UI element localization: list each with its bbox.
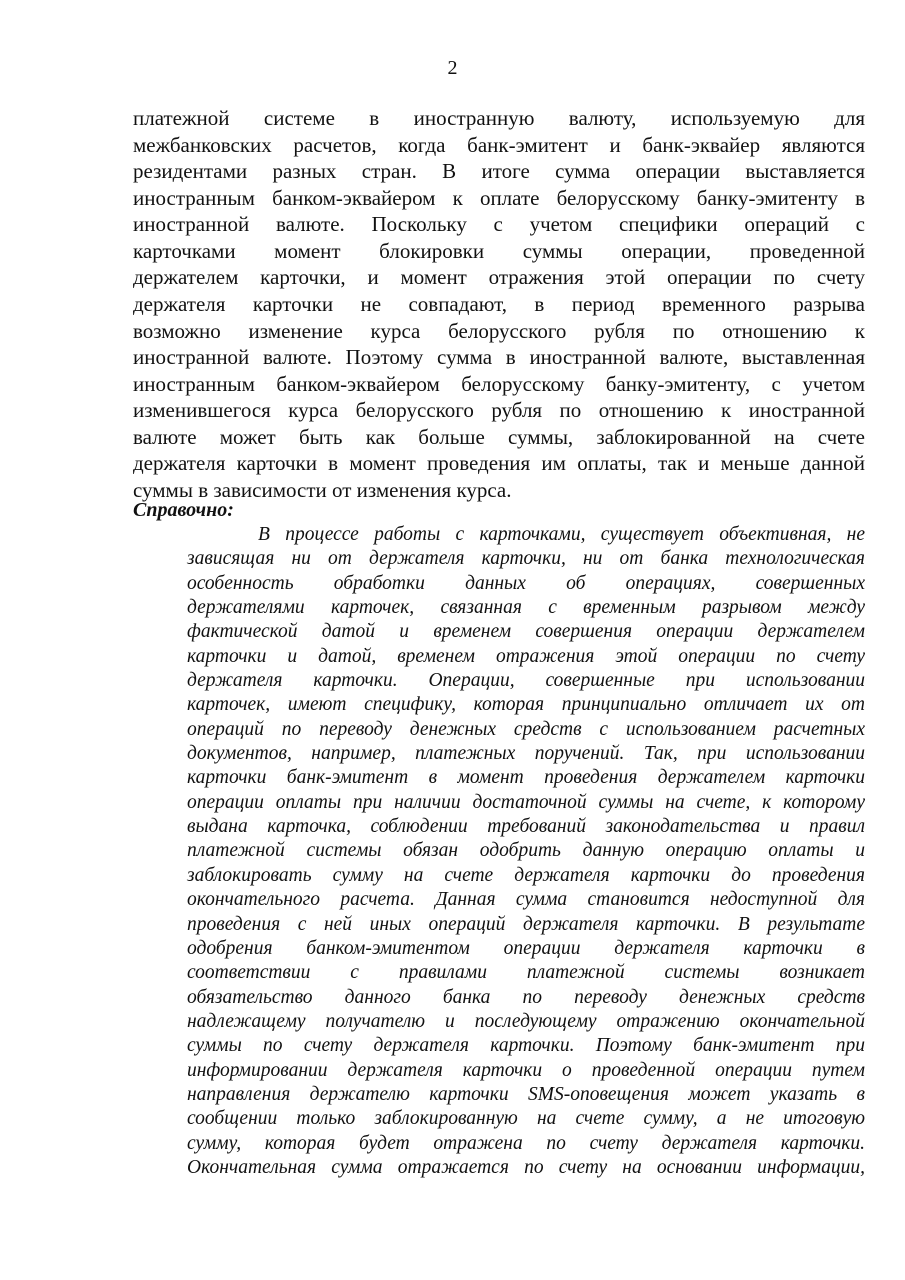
- reference-heading: Справочно:: [133, 499, 234, 521]
- text-line: резидентами разных стран. В итоге сумма операции выставляется: [133, 159, 865, 184]
- text-line: карточками момент блокировки суммы операции, проведенной: [133, 238, 865, 263]
- text-line: иностранной валюте. Поэтому сумма в иностранной валюте, выставленная: [133, 345, 865, 370]
- page-number: 2: [447, 57, 458, 79]
- text-line: карточки и датой, временем отражения этой операции по счету: [187, 645, 865, 667]
- main-paragraph: [133, 105, 865, 503]
- text-line: заблокировать сумму на счете держателя карточки до проведения: [187, 864, 865, 886]
- text-line: держателя карточки в момент проведения им оплаты, так и меньше данной: [133, 451, 865, 476]
- text-line: сообщении только заблокированную на счете сумму, а не итоговую: [187, 1108, 865, 1130]
- text-line: особенность обработки данных об операциях, совершенных: [187, 572, 865, 594]
- text-line: Окончательная сумма отражается по счету на основании информации,: [187, 1156, 865, 1178]
- text-line: направления держателю карточки SMS-оповещения может указать в: [187, 1083, 865, 1105]
- text-line: держателя карточки. Операции, совершенные при использовании: [187, 670, 865, 692]
- text-line: обязательство данного банка по переводу денежных средств: [187, 986, 865, 1008]
- text-line: одобрения банком-эмитентом операции держателя карточки в: [187, 937, 865, 959]
- text-line: иностранным банком-эквайером белорусскому банку-эмитенту, с учетом: [133, 371, 865, 396]
- text-line: держателя карточки не совпадают, в период временного разрыва: [133, 291, 865, 316]
- reference-note-paragraph: [187, 523, 865, 1180]
- text-line: карточки банк-эмитент в момент проведения держателем карточки: [187, 767, 865, 789]
- text-line: держателем карточки, и момент отражения этой операции по счету: [133, 265, 865, 290]
- text-line: межбанковских расчетов, когда банк-эмитент и банк-эквайер являются: [133, 132, 865, 157]
- text-line: операций по переводу денежных средств с использованием расчетных: [187, 718, 865, 740]
- text-line: документов, например, платежных поручений. Так, при использовании: [187, 743, 865, 765]
- text-line: суммы по счету держателя карточки. Поэтому банк-эмитент при: [187, 1035, 865, 1057]
- text-line: иностранным банком-эквайером к оплате белорусскому банку-эмитенту в: [133, 185, 865, 210]
- text-line: В процессе работы с карточками, существует объективная, не: [258, 524, 865, 545]
- text-line: фактической датой и временем совершения операции держателем: [187, 621, 865, 643]
- text-line: держателями карточек, связанная с временным разрывом между: [187, 597, 865, 619]
- text-line: операции оплаты при наличии достаточной суммы на счете, к которому: [187, 791, 865, 813]
- text-line: возможно изменение курса белорусского рубля по отношению к: [133, 318, 865, 343]
- text-line: зависящая ни от держателя карточки, ни от банка технологическая: [187, 548, 865, 570]
- text-line: окончательного расчета. Данная сумма становится недоступной для: [187, 889, 865, 911]
- text-line: платежной системе в иностранную валюту, используемую для: [133, 106, 865, 130]
- text-line: суммы в зависимости от изменения курса.: [133, 477, 512, 502]
- text-line: платежной системы обязан одобрить данную операцию оплаты и: [187, 840, 865, 862]
- text-line: иностранной валюте. Поскольку с учетом специфики операций с: [133, 212, 865, 237]
- text-line: изменившегося курса белорусского рубля по отношению к иностранной: [133, 398, 865, 423]
- text-line: сумму, которая будет отражена по счету держателя карточки.: [187, 1132, 865, 1154]
- text-line: выдана карточка, соблюдении требований законодательства и правил: [187, 816, 865, 838]
- text-line: информировании держателя карточки о проведенной операции путем: [187, 1059, 865, 1081]
- text-line: валюте может быть как больше суммы, заблокированной на счете: [133, 424, 865, 449]
- text-line: карточек, имеют специфику, которая принципиально отличает их от: [187, 694, 865, 716]
- text-line: надлежащему получателю и последующему отражению окончательной: [187, 1010, 865, 1032]
- text-line: проведения с ней иных операций держателя карточки. В результате: [187, 913, 865, 935]
- text-line: соответствии с правилами платежной системы возникает: [187, 962, 865, 984]
